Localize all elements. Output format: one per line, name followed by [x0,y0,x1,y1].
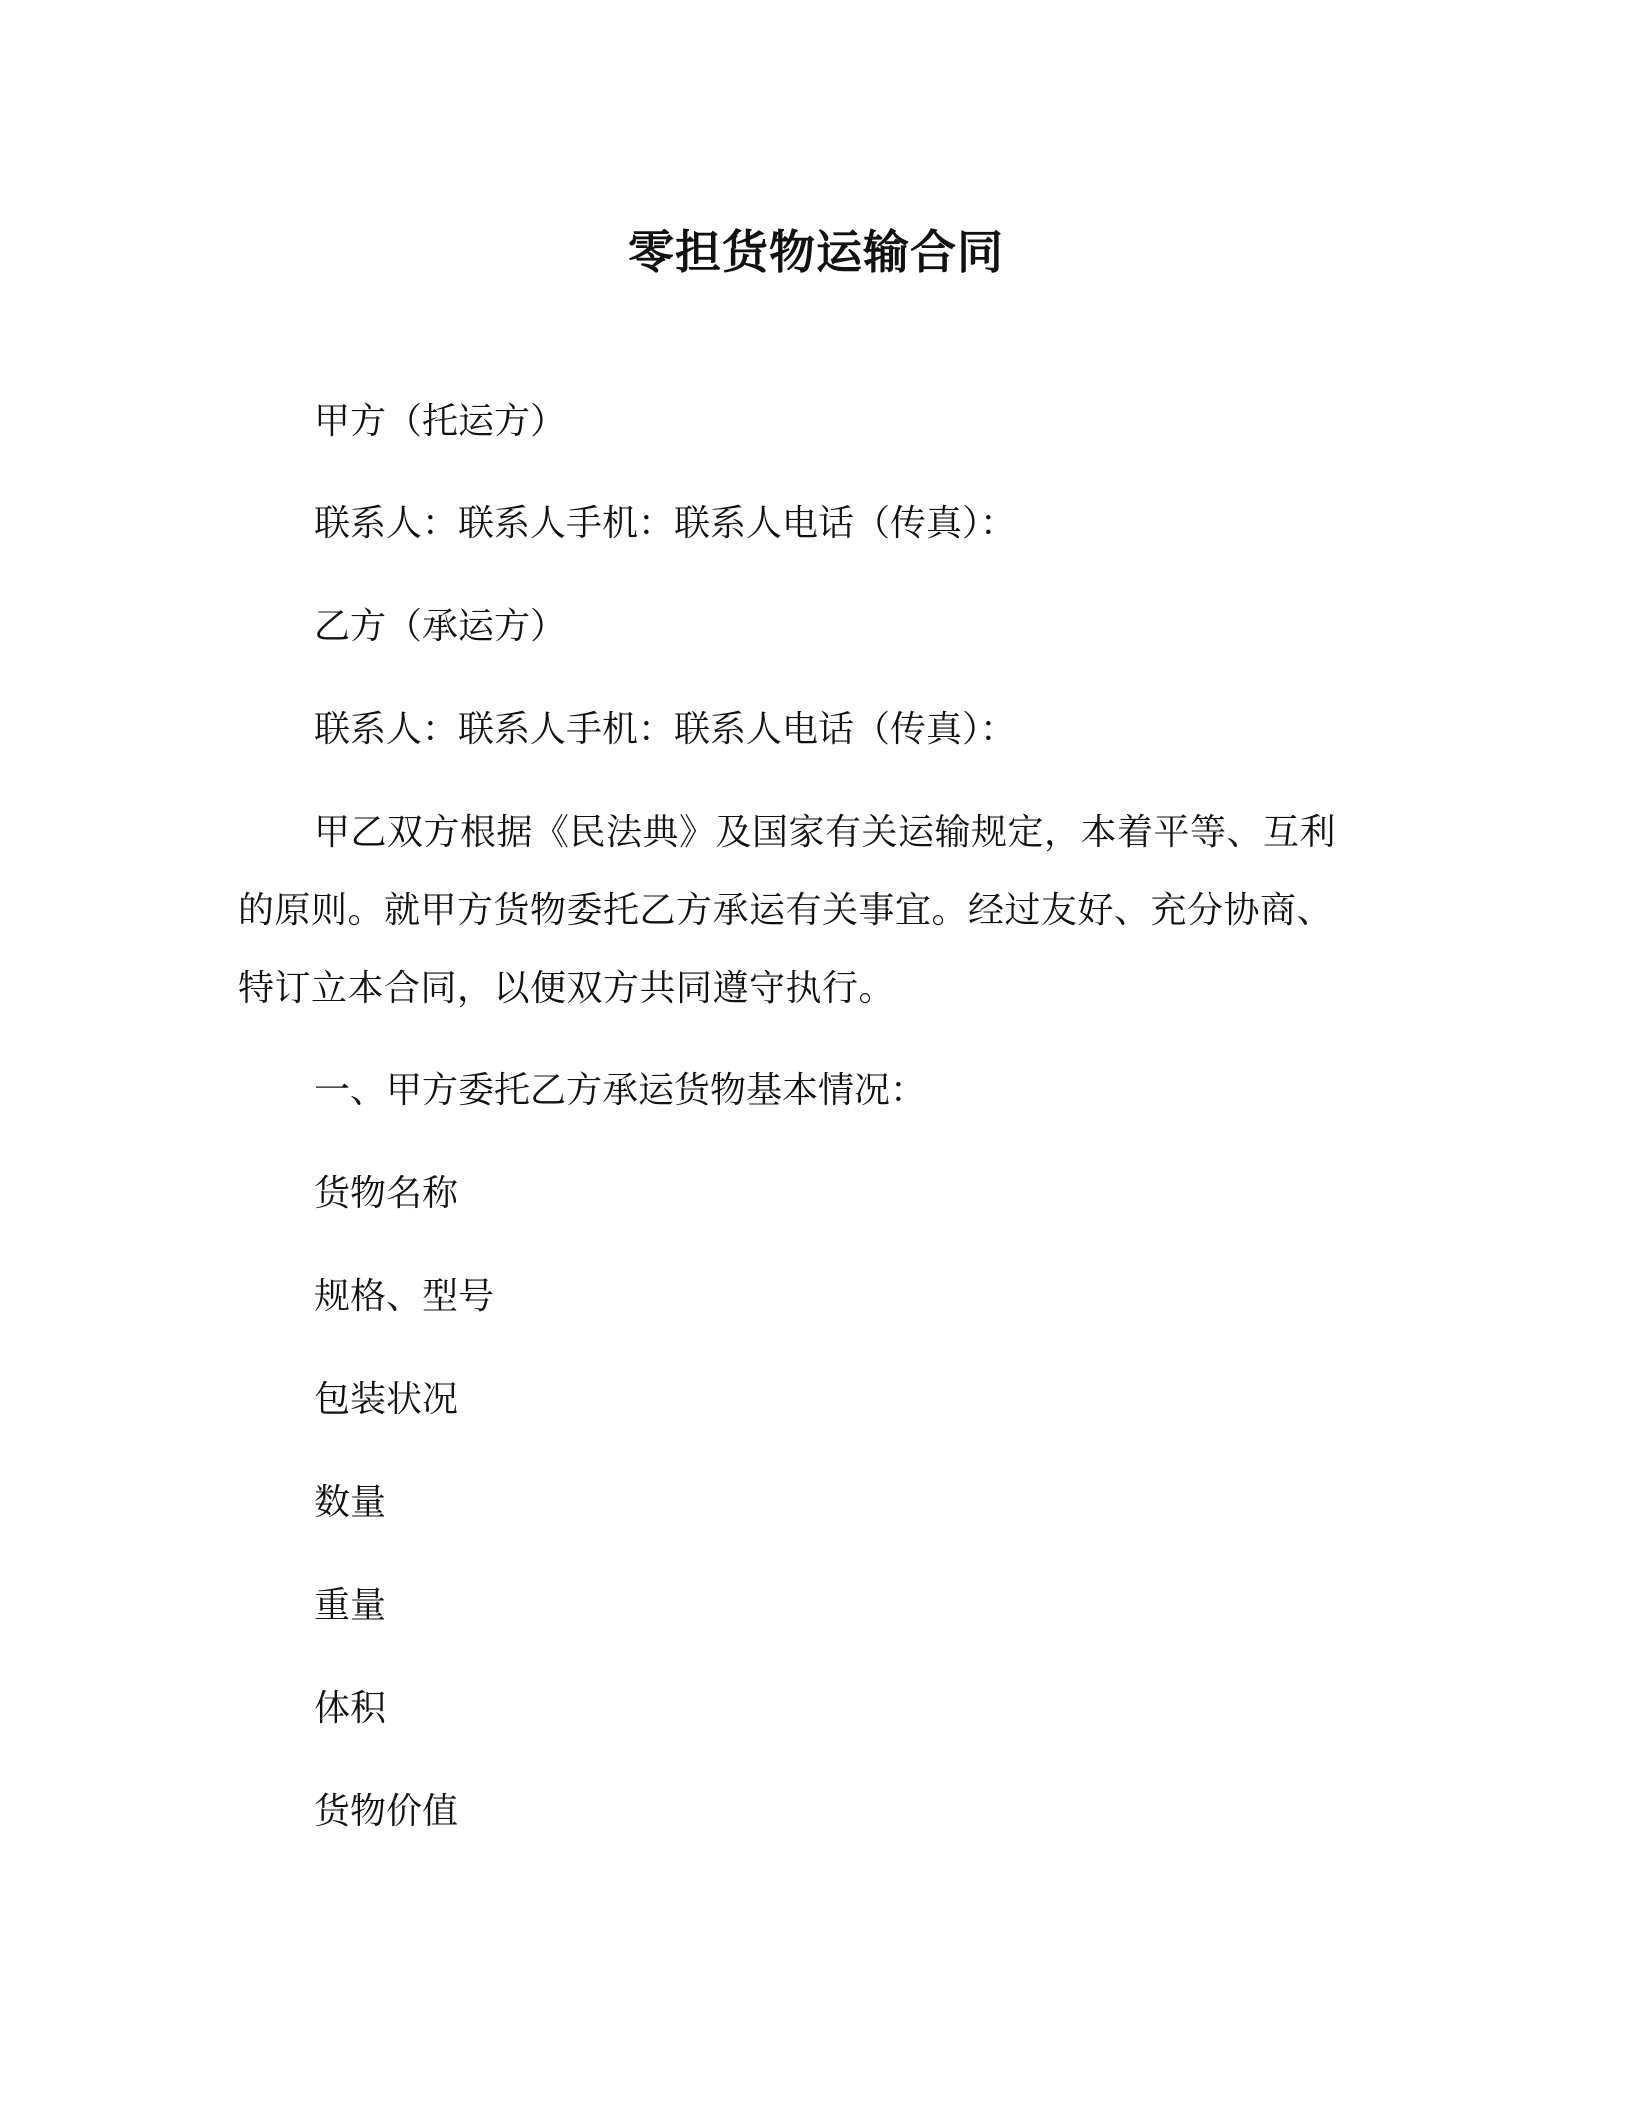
cargo-field-value: 货物价值 [314,1791,459,1832]
party-a-line: 甲方（托运方） [314,401,567,442]
cargo-field-volume: 体积 [314,1688,387,1729]
cargo-field-quantity: 数量 [314,1482,387,1523]
cargo-field-spec: 规格、型号 [314,1276,495,1317]
party-a-contacts-line: 联系人：联系人手机：联系人电话（传真）： [314,503,1017,544]
cargo-field-weight: 重量 [314,1585,387,1626]
preamble-paragraph: 甲乙双方根据《民法典》及国家有关运输规定，本着平等、互利的原则。就甲方货物委托乙方承运有关事宜。经过友好、充分协商、特订立本合同，以便双方共同遵守执行。 [238,812,1337,1009]
cargo-field-name: 货物名称 [314,1173,459,1214]
section-1-heading: 一、甲方委托乙方承运货物基本情况： [314,1070,927,1111]
cargo-field-packaging: 包装状况 [314,1379,459,1420]
party-b-line: 乙方（承运方） [314,606,567,647]
party-b-contacts-line: 联系人：联系人手机：联系人电话（传真）： [314,709,1017,750]
document-title: 零担货物运输合同 [628,225,1004,279]
